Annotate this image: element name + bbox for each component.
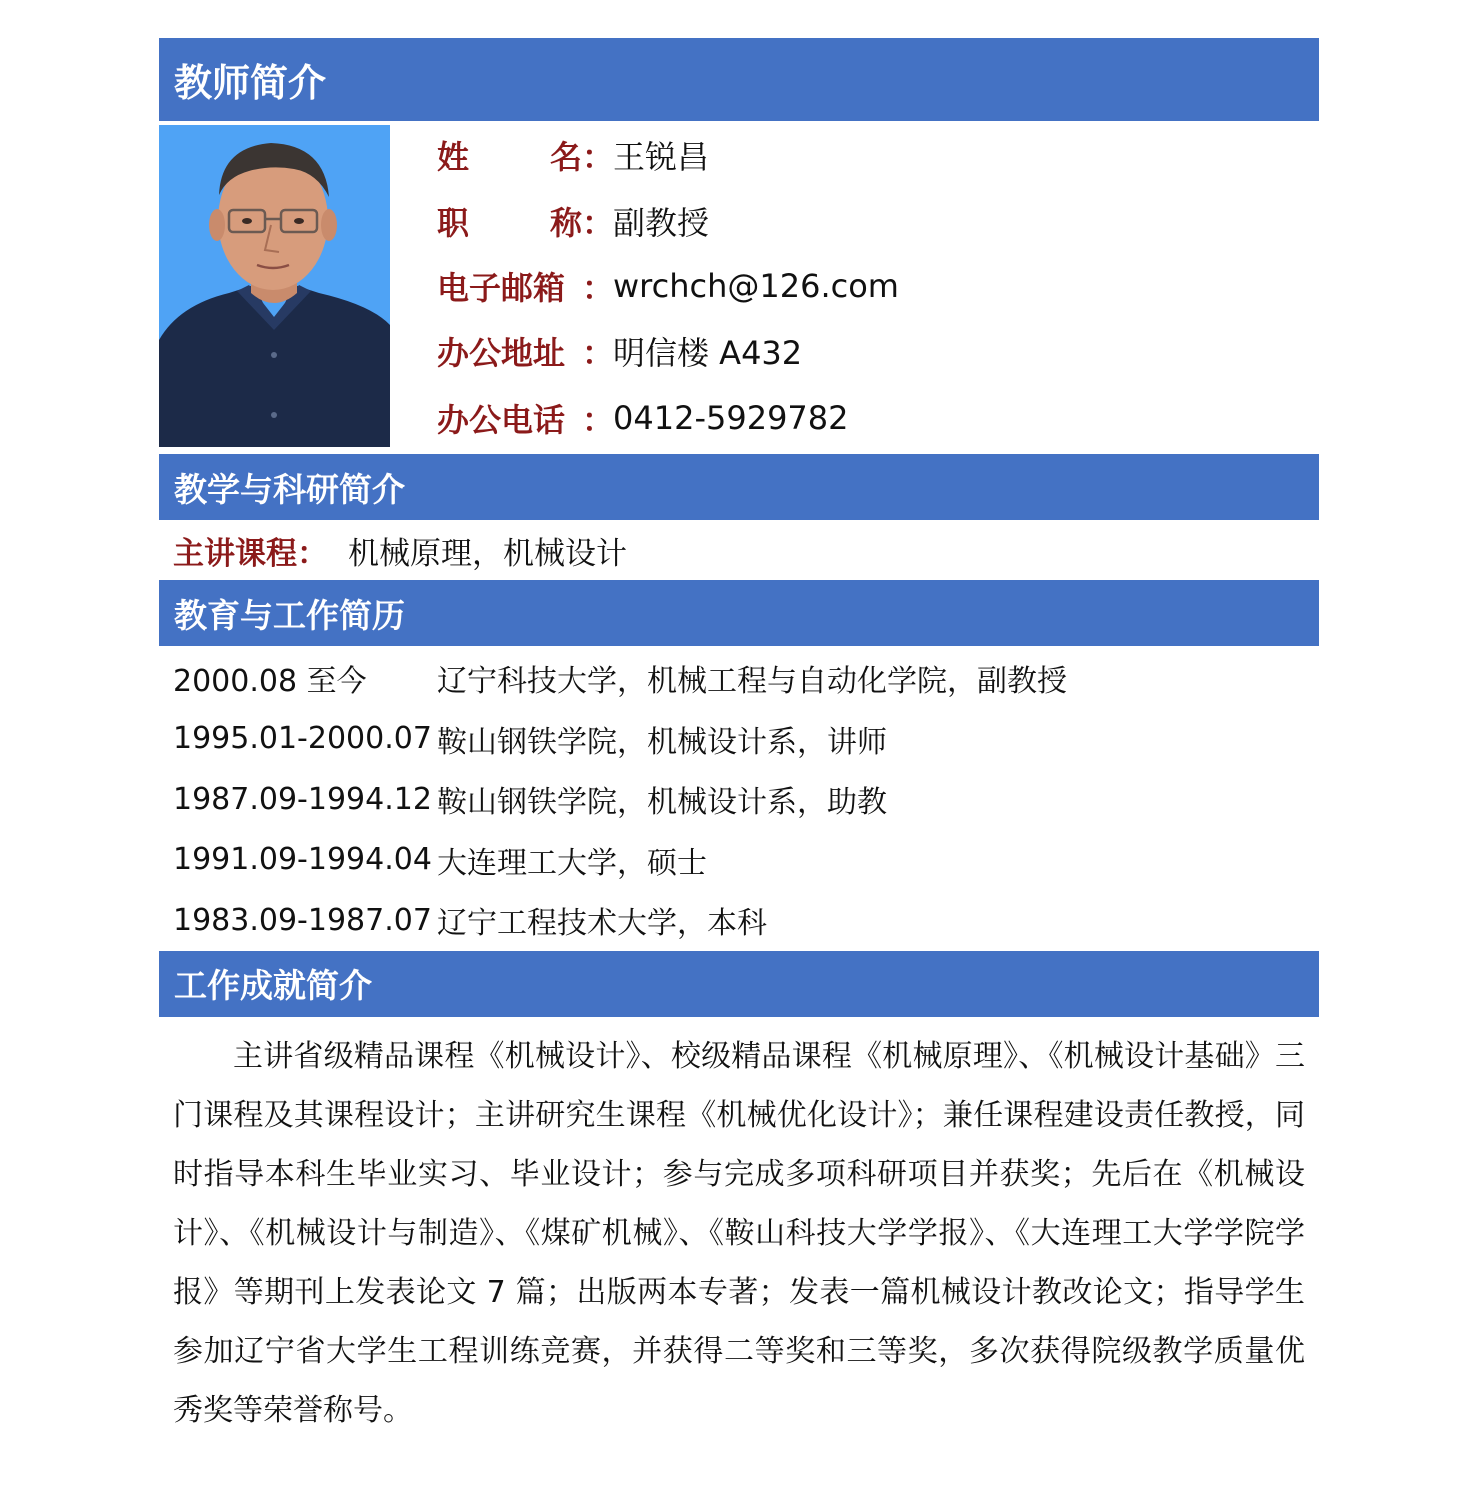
label-colon: ： — [582, 269, 615, 307]
history-date: 2000.08 至今 — [173, 664, 367, 700]
teacher-email[interactable]: wrchch@126.com — [613, 267, 899, 305]
section-header-achievement — [159, 951, 1319, 1017]
courses-label: 主讲课程： — [173, 535, 328, 572]
info-row-phone — [437, 393, 849, 443]
teacher-profile-page — [159, 38, 1319, 1440]
courses-value: 机械原理，机械设计 — [348, 535, 627, 572]
section-title: 教师简介 — [174, 61, 327, 105]
info-row-name — [437, 130, 709, 180]
info-row-office — [437, 326, 802, 376]
section-header-history — [159, 580, 1319, 646]
history-item — [159, 769, 1319, 830]
info-label — [437, 132, 613, 178]
section-title: 教育与工作简历 — [174, 595, 405, 635]
courses-row — [159, 520, 1319, 580]
info-label: 办公地址 ： — [437, 328, 613, 374]
history-date: 1983.09-1987.07 — [173, 902, 432, 938]
section-title: 教学与科研简介 — [174, 469, 405, 509]
history-text: 大连理工大学，硕士 — [437, 845, 707, 881]
history-date: 1991.09-1994.04 — [173, 842, 432, 878]
info-label: 办公电话 ： — [437, 395, 613, 441]
profile-block — [159, 125, 1319, 447]
info-label: 电子邮箱 ： — [437, 263, 613, 309]
label-colon: ： — [582, 138, 615, 176]
label-char: 名 — [549, 138, 582, 176]
achievement-paragraph: 主讲省级精品课程《机械设计》、校级精品课程《机械原理》、《机械设计基础》三门课程及其课程设计；主讲研究生课程《机械优化设计》；兼任课程建设责任教授，同时指导本科生毕业实习、毕业设计；参与完成多项科研项目并获奖；先后在《机械设计》、《机械设计与制造》、《煤矿机械》、《鞍山科技大学学报》、《大连理工大学学院学报》等期刊上发表论文 7 篇；出版两本专著；发表一篇机械设计教改论文；指导学生参加辽宁省大学生工程训练竞赛，并获得二等奖和三等奖，多次获得院级教学质量优秀奖等荣誉称号。 — [173, 1038, 1305, 1428]
teacher-name: 王锐昌 — [613, 138, 710, 176]
info-row-email — [437, 261, 899, 311]
history-item — [159, 890, 1319, 951]
history-item — [159, 709, 1319, 770]
teacher-office: 明信楼 A432 — [613, 334, 803, 372]
history-date: 1995.01-2000.07 — [173, 721, 432, 757]
label-char: 职 — [437, 204, 470, 242]
teacher-title: 副教授 — [613, 204, 710, 242]
label-colon: ： — [582, 334, 615, 372]
info-label — [437, 198, 613, 244]
history-item — [159, 830, 1319, 891]
history-item — [159, 648, 1319, 709]
label-colon: ： — [582, 401, 615, 439]
teacher-phone: 0412-5929782 — [613, 399, 849, 437]
portrait-image — [159, 125, 390, 447]
history-text: 辽宁科技大学，机械工程与自动化学院，副教授 — [437, 664, 1067, 700]
section-header-profile — [159, 38, 1319, 121]
info-row-title — [437, 196, 709, 246]
section-title: 工作成就简介 — [174, 966, 372, 1005]
history-text: 鞍山钢铁学院，机械设计系，助教 — [437, 785, 887, 821]
teacher-photo — [159, 125, 390, 447]
history-text: 鞍山钢铁学院，机械设计系，讲师 — [437, 724, 887, 760]
label-char: 姓 — [437, 138, 470, 176]
history-date: 1987.09-1994.12 — [173, 781, 432, 817]
label-colon: ： — [582, 204, 615, 242]
history-text: 辽宁工程技术大学，本科 — [437, 906, 767, 942]
history-list — [159, 646, 1319, 951]
label-char: 称 — [549, 204, 582, 242]
section-header-teaching — [159, 454, 1319, 520]
